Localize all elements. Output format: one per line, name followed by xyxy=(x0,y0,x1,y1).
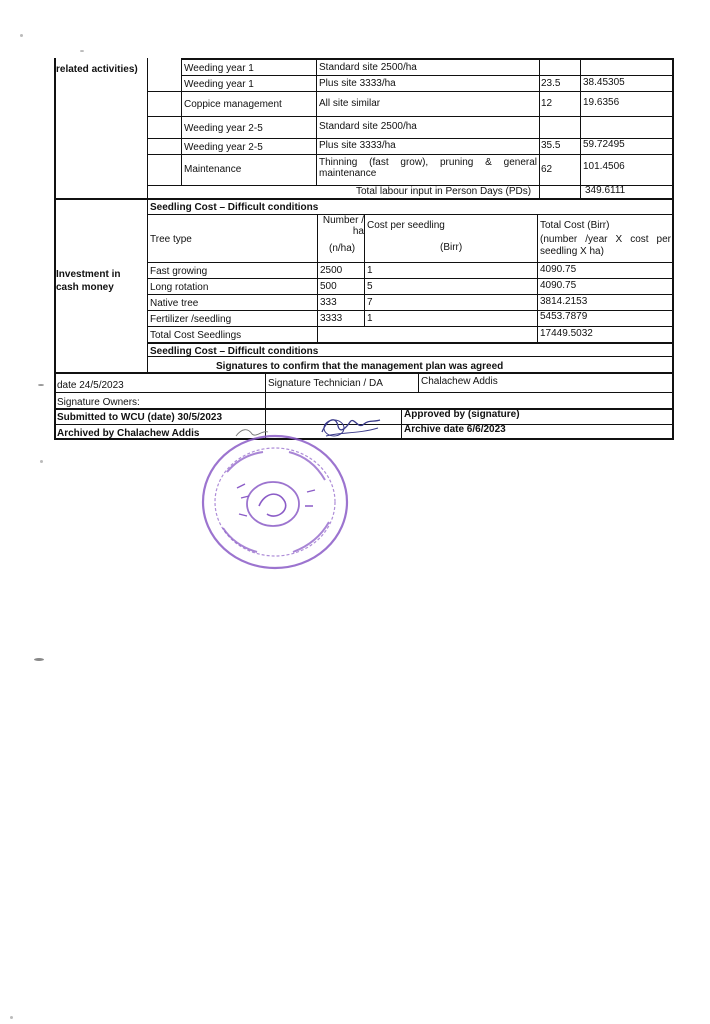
seedling-cost: 5 xyxy=(367,281,373,292)
labour-days: 35.5 xyxy=(541,140,561,151)
seedling-number: 333 xyxy=(320,297,337,308)
row-line xyxy=(147,91,673,92)
row-line xyxy=(147,214,673,215)
column-header-total-note: (number /year X cost per seedling X ha) xyxy=(540,234,671,257)
scan-mark xyxy=(80,50,84,52)
scan-mark xyxy=(40,460,43,463)
row-line xyxy=(54,372,674,374)
labour-description: Thinning (fast grow), pruning & general maintenance xyxy=(319,157,537,179)
scan-mark xyxy=(38,384,44,386)
seedling-total: 4090.75 xyxy=(540,264,577,275)
column-divider xyxy=(401,408,402,438)
row-line xyxy=(147,278,673,279)
table-border-left xyxy=(54,58,56,198)
signature-archived-by: Archived by Chalachew Addis xyxy=(57,428,200,439)
seedling-total: 3814.2153 xyxy=(540,296,588,307)
labour-days: 62 xyxy=(541,164,553,175)
column-divider xyxy=(316,58,317,185)
labour-value: 101.4506 xyxy=(583,161,625,172)
scan-mark xyxy=(34,658,44,661)
labour-activity: Weeding year 1 xyxy=(184,63,254,74)
seedling-cost: 1 xyxy=(367,265,373,276)
column-divider xyxy=(539,58,540,198)
signature-technician: Signature Technician / DA xyxy=(268,378,383,389)
labour-total-label: Total labour input in Person Days (PDs) xyxy=(356,186,532,197)
column-header-cost: Cost per seedling xyxy=(367,220,445,231)
row-line xyxy=(54,392,674,393)
section-label-investment: Investment in cash money xyxy=(56,269,121,293)
section-label-related: related activities) xyxy=(56,64,138,75)
signature-technician-name: Chalachew Addis xyxy=(421,376,498,387)
seedling-footer-heading: Seedling Cost – Difficult conditions xyxy=(150,346,319,357)
row-line xyxy=(147,342,673,344)
column-header-total: Total Cost (Birr) xyxy=(540,220,610,231)
seedling-total-value: 17449.5032 xyxy=(540,328,593,339)
seedling-type: Long rotation xyxy=(150,282,209,293)
row-line xyxy=(181,75,673,76)
column-divider xyxy=(580,58,581,198)
seedling-type: Native tree xyxy=(150,298,199,309)
row-line xyxy=(147,116,673,117)
seedling-cost: 1 xyxy=(367,313,373,324)
row-line xyxy=(181,58,673,60)
labour-description: Standard site 2500/ha xyxy=(319,62,417,73)
signature-owners: Signature Owners: xyxy=(57,397,140,408)
labour-activity: Weeding year 1 xyxy=(184,79,254,90)
labour-days: 12 xyxy=(541,98,553,109)
column-divider xyxy=(147,58,148,198)
row-line xyxy=(147,262,673,263)
labour-activity: Maintenance xyxy=(184,164,242,175)
seedling-total: 5453.7879 xyxy=(540,311,588,322)
labour-activity: Coppice management xyxy=(184,99,282,110)
seedling-heading: Seedling Cost – Difficult conditions xyxy=(150,202,319,213)
row-line xyxy=(147,310,673,311)
seedling-number: 2500 xyxy=(320,265,343,276)
row-line xyxy=(147,326,673,327)
seedling-total: 4090.75 xyxy=(540,280,577,291)
labour-value: 19.6356 xyxy=(583,97,620,108)
column-divider xyxy=(181,58,182,185)
signatures-heading: Signatures to confirm that the management plan was agreed xyxy=(216,361,504,372)
signature-date: date 24/5/2023 xyxy=(57,380,124,391)
labour-activity: Weeding year 2-5 xyxy=(184,123,263,134)
labour-total-value: 349.6111 xyxy=(585,185,626,196)
labour-days: 23.5 xyxy=(541,78,561,89)
signature-approved: Approved by (signature) xyxy=(404,409,520,420)
signature-submitted: Submitted to WCU (date) 30/5/2023 xyxy=(57,412,223,423)
table-border-right xyxy=(672,58,674,438)
scan-mark xyxy=(20,34,23,37)
labour-activity: Weeding year 2-5 xyxy=(184,142,263,153)
seedling-number: 500 xyxy=(320,281,337,292)
row-line xyxy=(147,294,673,295)
labour-description: Plus site 3333/ha xyxy=(319,78,396,89)
labour-description: Plus site 3333/ha xyxy=(319,140,396,151)
column-header-cost-unit: (Birr) xyxy=(440,242,463,253)
column-header-tree: Tree type xyxy=(150,234,192,245)
row-line xyxy=(147,154,673,155)
column-divider xyxy=(418,374,419,392)
seedling-type: Fast growing xyxy=(150,266,208,277)
labour-description: All site similar xyxy=(319,98,381,109)
seedling-number: 3333 xyxy=(320,313,343,324)
column-header-number: Number / ha xyxy=(322,215,364,237)
labour-description: Standard site 2500/ha xyxy=(319,121,417,132)
column-header-number-unit: (n/ha) xyxy=(329,243,356,254)
official-stamp-seal xyxy=(197,432,353,572)
table-border-left xyxy=(54,372,56,439)
signature-archive-date: Archive date 6/6/2023 xyxy=(404,424,506,435)
seedling-type: Fertilizer /seedling xyxy=(150,314,232,325)
seedling-total-label: Total Cost Seedlings xyxy=(150,330,242,341)
scan-mark xyxy=(10,1016,13,1019)
labour-value: 59.72495 xyxy=(583,139,625,150)
seedling-cost: 7 xyxy=(367,297,373,308)
labour-value: 38.45305 xyxy=(583,77,625,88)
column-divider xyxy=(147,198,148,372)
